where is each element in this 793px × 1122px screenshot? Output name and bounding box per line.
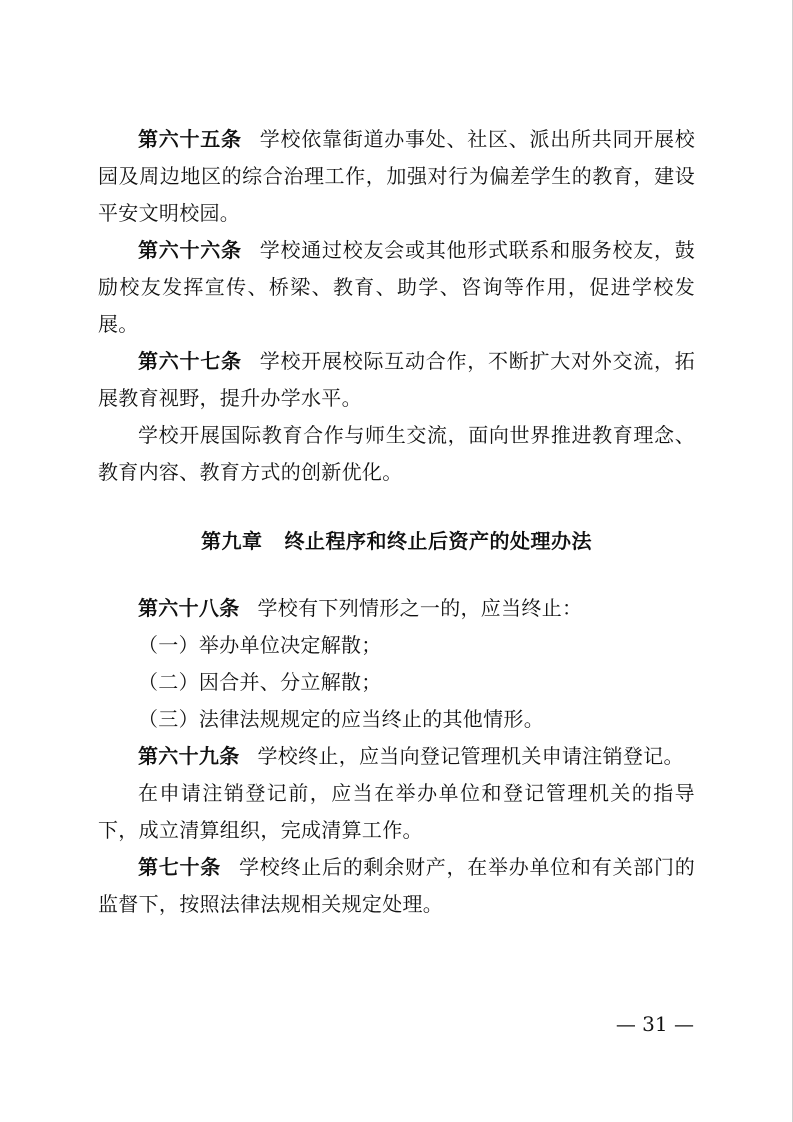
chapter-heading xyxy=(98,523,695,560)
page-number: — 31 — xyxy=(615,1012,694,1036)
article-66 xyxy=(98,232,695,343)
article-69 xyxy=(98,738,695,775)
article-69-text: 学校终止，应当向登记管理机关申请注销登记。 xyxy=(257,744,684,768)
article-67-text: 学校开展校际互动合作，不断扩大对外交流，拓展教育视野，提升办学水平。 xyxy=(98,349,695,410)
article-65-text: 学校依靠街道办事处、社区、派出所共同开展校园及周边地区的综合治理工作，加强对行为偏差学生的教育，建设平安文明校园。 xyxy=(98,127,695,225)
article-70-text: 学校终止后的剩余财产，在举办单位和有关部门的监督下，按照法律法规相关规定处理。 xyxy=(98,855,695,916)
article-69-paragraph-2: 在申请注销登记前，应当在举办单位和登记管理机关的指导下，成立清算组织，完成清算工作。 xyxy=(98,781,695,842)
article-68-item-2: （二）因合并、分立解散； xyxy=(138,670,382,694)
article-65-label: 第六十五条 xyxy=(138,127,242,151)
chapter-title: 终止程序和终止后资产的处理办法 xyxy=(284,529,592,553)
article-68 xyxy=(98,590,695,627)
article-66-text: 学校通过校友会或其他形式联系和服务校友，鼓励校友发挥宣传、桥梁、教育、助学、咨询等作用，促进学校发展。 xyxy=(98,238,695,336)
article-65 xyxy=(98,121,695,232)
article-68-text: 学校有下列情形之一的，应当终止： xyxy=(257,596,583,620)
chapter-number: 第九章 xyxy=(201,529,263,553)
article-68-item-3: （三）法律法规规定的应当终止的其他情形。 xyxy=(138,707,544,731)
article-67-label: 第六十七条 xyxy=(138,349,242,373)
article-67 xyxy=(98,343,695,417)
article-68-label: 第六十八条 xyxy=(138,596,240,620)
article-69-label: 第六十九条 xyxy=(138,744,240,768)
page-content xyxy=(98,121,695,923)
article-66-label: 第六十六条 xyxy=(138,238,242,262)
article-68-item-1: （一）举办单位决定解散； xyxy=(138,633,382,657)
article-67-paragraph-2: 学校开展国际教育合作与师生交流，面向世界推进教育理念、教育内容、教育方式的创新优化。 xyxy=(98,423,695,484)
article-70 xyxy=(98,849,695,923)
article-70-label: 第七十条 xyxy=(138,855,221,879)
